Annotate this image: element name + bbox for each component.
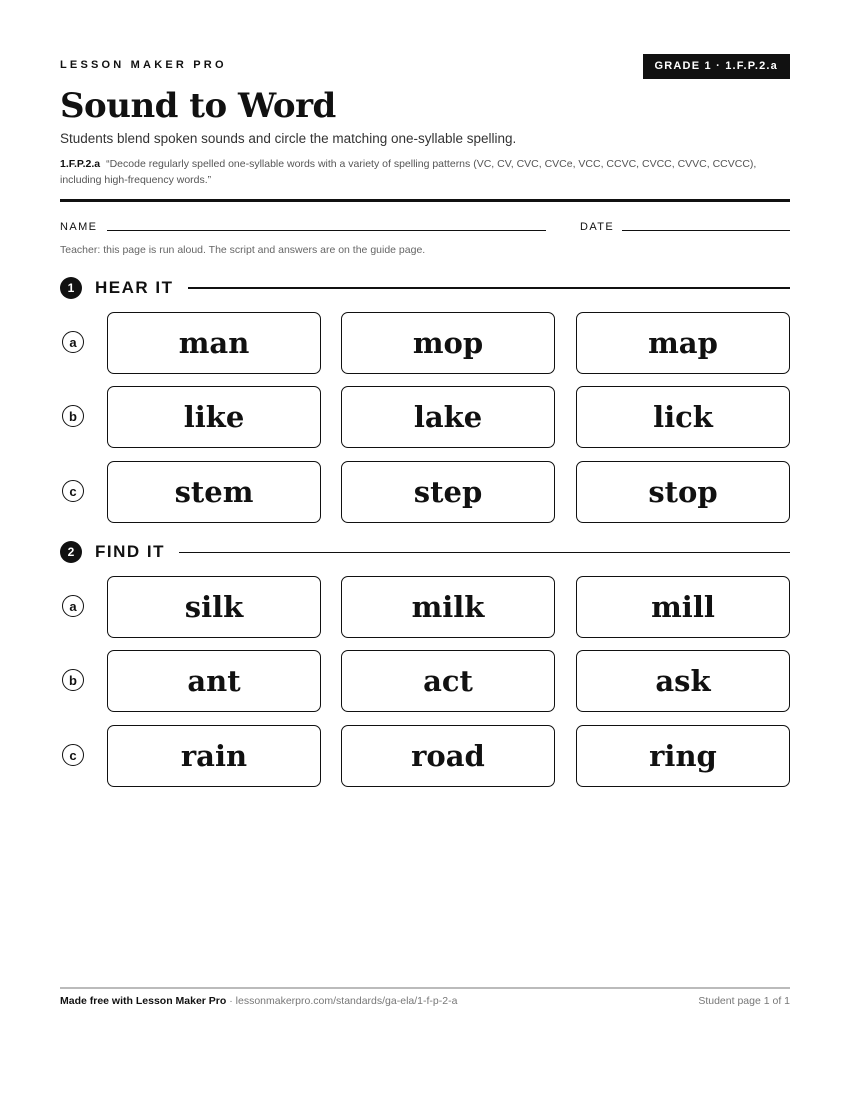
- row-letter-badge: c: [62, 480, 84, 502]
- word-choice-card[interactable]: road: [341, 725, 555, 787]
- word-choice-card[interactable]: milk: [341, 576, 555, 638]
- word-choice-card[interactable]: like: [107, 386, 321, 448]
- section-rule: [188, 287, 791, 289]
- word-choice-card[interactable]: man: [107, 312, 321, 374]
- standard-text: “Decode regularly spelled one-syllable words with a variety of spelling patterns (VC, CV, CVC, CVCe, VCC, CCVC, CVCC, CVVC, CCVCC), including high-frequency words.”: [60, 158, 757, 186]
- standard-code: 1.F.P.2.a: [60, 158, 101, 170]
- teacher-note: Teacher: this page is run aloud. The script and answers are on the guide page.: [60, 244, 426, 256]
- word-choice-card[interactable]: ant: [107, 650, 321, 712]
- word-choice-card[interactable]: map: [576, 312, 790, 374]
- section-number-badge: 1: [60, 277, 82, 299]
- word-choice-card[interactable]: rain: [107, 725, 321, 787]
- word-choice-card[interactable]: mill: [576, 576, 790, 638]
- row-letter-badge: b: [62, 669, 84, 691]
- header-divider: [60, 199, 790, 202]
- exercise-row: [0, 650, 850, 712]
- section-title: FIND IT: [95, 542, 165, 561]
- name-field-line[interactable]: [107, 230, 546, 231]
- section-number-badge: 2: [60, 541, 82, 563]
- section-header-1: [60, 276, 790, 300]
- footer-page-number: Student page 1 of 1: [698, 995, 790, 1007]
- word-choice-card[interactable]: lake: [341, 386, 555, 448]
- section-rule: [179, 552, 790, 553]
- word-choice-card[interactable]: silk: [107, 576, 321, 638]
- section-header-2: [60, 540, 790, 564]
- standard-description: [60, 156, 760, 188]
- row-letter-badge: b: [62, 405, 84, 427]
- exercise-row: [0, 725, 850, 787]
- name-label: NAME: [60, 221, 98, 233]
- exercise-row: [0, 461, 850, 523]
- word-choice-card[interactable]: step: [341, 461, 555, 523]
- word-choice-card[interactable]: stop: [576, 461, 790, 523]
- row-letter-badge: a: [62, 595, 84, 617]
- page-title: Sound to Word: [60, 86, 336, 126]
- exercise-row: [0, 386, 850, 448]
- footer-divider: [60, 987, 790, 989]
- word-choice-card[interactable]: stem: [107, 461, 321, 523]
- footer-made-with: Made free with Lesson Maker Pro: [60, 995, 227, 1007]
- word-choice-card[interactable]: lick: [576, 386, 790, 448]
- date-label: DATE: [580, 221, 615, 233]
- word-choice-card[interactable]: mop: [341, 312, 555, 374]
- grade-badge: GRADE 1 · 1.F.P.2.a: [643, 54, 790, 79]
- row-letter-badge: c: [62, 744, 84, 766]
- page-subtitle: Students blend spoken sounds and circle the matching one-syllable spelling.: [60, 131, 517, 146]
- row-letter-badge: a: [62, 331, 84, 353]
- footer-credit: [60, 995, 457, 1007]
- footer-separator: ·: [226, 995, 236, 1007]
- date-field-line[interactable]: [622, 230, 790, 231]
- section-title: HEAR IT: [95, 278, 174, 297]
- footer-url-link[interactable]: lessonmakerpro.com/standards/ga-ela/1-f-p-2-a: [235, 995, 458, 1007]
- word-choice-card[interactable]: act: [341, 650, 555, 712]
- word-choice-card[interactable]: ring: [576, 725, 790, 787]
- exercise-row: [0, 576, 850, 638]
- exercise-row: [0, 312, 850, 374]
- brand-label: LESSON MAKER PRO: [60, 59, 227, 71]
- word-choice-card[interactable]: ask: [576, 650, 790, 712]
